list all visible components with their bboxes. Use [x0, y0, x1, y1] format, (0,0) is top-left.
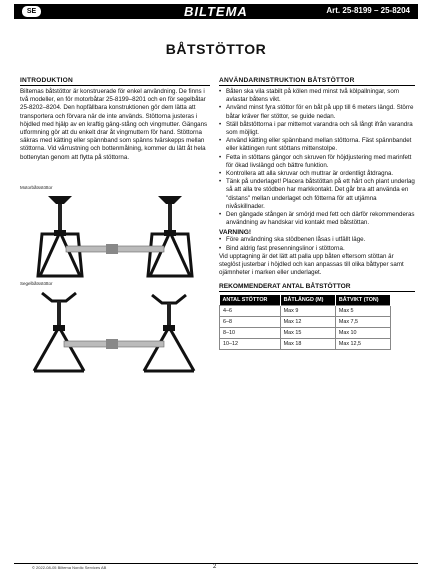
page-number: 2 [213, 564, 217, 570]
intro-heading: INTRODUKTION [20, 77, 210, 86]
table-cell: Max 7,5 [335, 317, 390, 328]
warning-heading: VARNING! [219, 229, 252, 237]
table-cell: Max 12,5 [335, 339, 390, 350]
sailboat-stands-illustration [20, 287, 210, 377]
table-cell: 8–10 [220, 328, 281, 339]
article-number: Art. 25-8199 – 25-8204 [326, 6, 410, 15]
table-row [220, 328, 391, 339]
list-item: • Använd minst fyra stöttor för en båt på upp till 6 meters längd. Större båtar kräver fler stöttor, se guide nedan. [219, 104, 414, 120]
language-badge: SE [22, 6, 41, 17]
list-item: • Den gängade stången är smörjd med fett och därför rekommenderas användning av handskar vid kontakt med båtstöttan. [219, 211, 415, 227]
warning-list [219, 236, 415, 252]
table-cell: Max 10 [335, 328, 390, 339]
sail-figure-label: Segelbåtsstöttor [20, 281, 53, 286]
header-bar [14, 4, 418, 19]
table-cell: Max 15 [280, 328, 335, 339]
table-row [220, 339, 391, 350]
table-cell: Max 5 [335, 306, 390, 317]
table-cell: Max 12 [280, 317, 335, 328]
table-cell: 4–6 [220, 306, 281, 317]
page-title: BÅTSTÖTTOR [165, 41, 267, 57]
brand-logo: BILTEMA [184, 4, 248, 19]
column-header: ANTAL STÖTTOR [220, 295, 281, 306]
right-column [219, 77, 415, 350]
motor-figure-label: Motorbåtsstöttor [20, 185, 53, 190]
table-row [220, 317, 391, 328]
column-header: BÅTLÄNGD (M) [280, 295, 335, 306]
table-row [220, 306, 391, 317]
recommended-heading: REKOMMENDERAT ANTAL BÅTSTÖTTOR [219, 283, 415, 292]
list-item: • Ställ båtstöttorna i par mittemot varandra och så långt ifrån varandra som möjligt. [219, 120, 413, 137]
table-cell: Max 18 [280, 339, 335, 350]
warning-text: Vid upptagning är det lätt att palla upp båten eftersom stöttan är steglöst justerbar i höjdled och kan anpassas till olika båttyper samt ojämnheter i marken eller underlaget. [219, 252, 404, 277]
list-item: • Använd kätting eller spännband mellan stöttorna. Fäst spännbandet eller kättingen runt stöttans mittenstolpe. [219, 137, 412, 153]
table-cell: 10–12 [220, 339, 281, 350]
motorboat-stands-illustration [20, 190, 210, 280]
list-item: • Tänk på underlaget! Placera båtstöttan på ett hårt och plant underlag så att alla tre stödben har markkontakt. Det går bra att använda en "distans" mellan underlaget och fötterna för att utjämna nivåskillnader. [219, 178, 415, 210]
table-cell: Max 9 [280, 306, 335, 317]
list-item: • Före användning ska stödbenen låsas i utfällt läge. [219, 236, 366, 244]
list-item: • Båten ska vila stabilt på kölen med minst två kölpallningar, som avlastar båtens vikt. [219, 88, 399, 104]
table-header-row [220, 295, 391, 306]
list-item: • Kontrollera att alla skruvar och muttrar är ordentligt åtdragna. [219, 170, 394, 178]
left-column [20, 77, 210, 162]
column-header: BÅTVIKT (TON) [335, 295, 390, 306]
intro-text: Biltemas båtstöttor är konstruerade för enkel användning. De finns i två modeller, en för motorbåtar 25-8199–8201 och en för segelbåtar 25-8202–8204. Den hopfällbara konstruktionen gör dem lätta att transportera och förvara när de inte används. Stöttorna justeras i höjdled med hjälp av en kraftig gäng-stång och vingmutter. Gängans utformning gör att du enkelt drar åt vingmuttern för hand. Stöttorna säkras med kätting eller spännband som spänns tvärskepps mellan stöttorna. Vid vårrustning och bottenmålning, kommer du lätt åt hela bottenytan genom att flytta på stöttorna. [20, 88, 208, 161]
instructions-heading: ANVÄNDARINSTRUKTION BÅTSTÖTTOR [219, 77, 415, 86]
recommendation-table [219, 295, 391, 350]
list-item: • Bind aldrig fast presenningslinor i stöttorna. [219, 244, 345, 252]
list-item: • Fetta in stöttans gängor och skruven för höjdjustering med marinfett för ökad livslängd och bättre funktion. [219, 153, 412, 169]
instructions-list [219, 88, 415, 227]
table-cell: 6–8 [220, 317, 281, 328]
footer-copyright: © 2022-08-05 Biltema Nordic Services AB [32, 565, 107, 570]
